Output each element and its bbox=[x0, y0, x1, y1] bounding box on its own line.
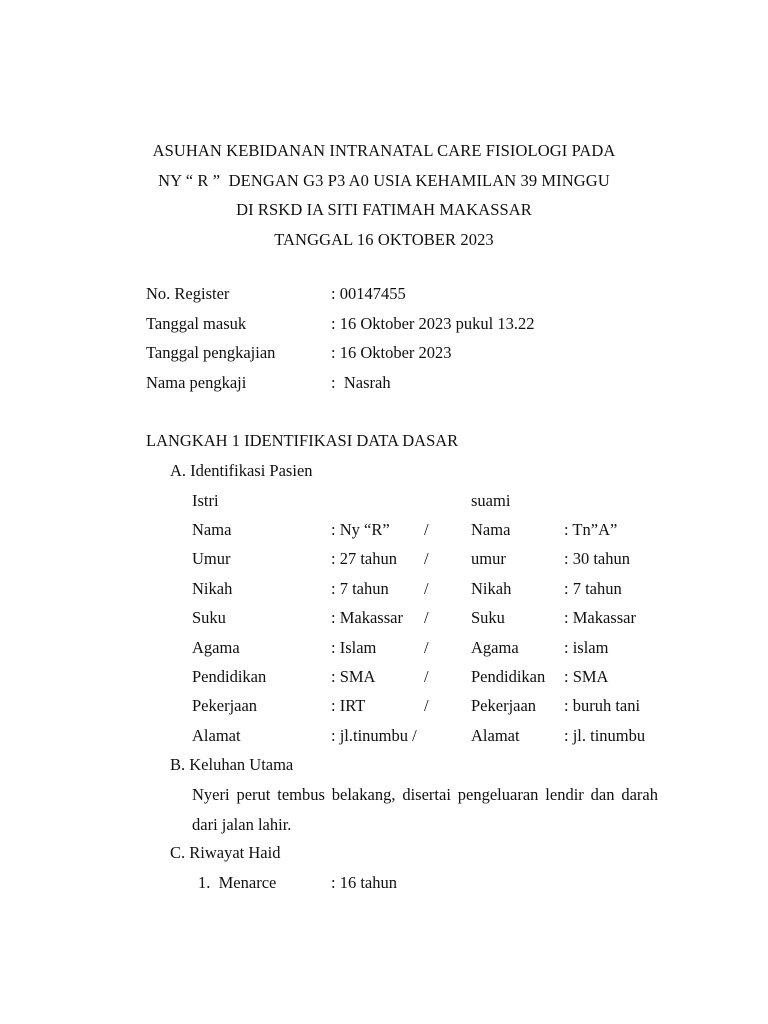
row-separator: / bbox=[424, 696, 429, 716]
suami-field-value: : buruh tani bbox=[564, 696, 641, 716]
suami-field-value: : islam bbox=[564, 637, 609, 657]
suami-field-label: umur bbox=[471, 549, 506, 569]
step-heading: LANGKAH 1 IDENTIFIKASI DATA DASAR bbox=[146, 431, 459, 450]
istri-field-value: : 7 tahun bbox=[331, 578, 389, 598]
suami-field-value: : 7 tahun bbox=[564, 578, 622, 598]
document-title bbox=[0, 136, 768, 254]
suami-field-label: Suku bbox=[471, 608, 505, 628]
title-line-2: NY “ R ” DENGAN G3 P3 A0 USIA KEHAMILAN 39 MINGGU bbox=[158, 170, 610, 190]
menarce-label: 1. Menarce bbox=[198, 873, 277, 892]
istri-field-value: : Makassar bbox=[331, 608, 403, 628]
row-separator: / bbox=[424, 637, 429, 657]
row-separator: / bbox=[424, 578, 429, 598]
menarce-value: : 16 tahun bbox=[331, 873, 397, 892]
suami-field-value: : 30 tahun bbox=[564, 549, 630, 569]
istri-field-label: Pekerjaan bbox=[192, 696, 258, 716]
row-separator: / bbox=[424, 520, 429, 539]
suami-field-label: Nama bbox=[471, 520, 511, 539]
col-suami-header: suami bbox=[471, 491, 511, 510]
row-separator: / bbox=[424, 667, 429, 686]
tanggal-masuk-value: : 16 Oktober 2023 pukul 13.22 bbox=[331, 314, 535, 333]
register-value: : 00147455 bbox=[331, 284, 406, 303]
keluhan-utama-text: Nyeri perut tembus belakang, disertai pengeluaran lendir dan darah dari jalan lahir. bbox=[192, 785, 658, 834]
istri-field-value: : IRT bbox=[331, 696, 366, 716]
istri-field-label: Nikah bbox=[192, 578, 233, 598]
suami-field-value: : jl. tinumbu bbox=[564, 725, 646, 745]
title-line-1: ASUHAN KEBIDANAN INTRANATAL CARE FISIOLOGI PADA bbox=[152, 141, 616, 160]
tanggal-masuk-label: Tanggal masuk bbox=[146, 314, 247, 333]
row-separator: / bbox=[424, 549, 429, 569]
istri-field-label: Pendidikan bbox=[192, 667, 267, 686]
istri-field-label: Agama bbox=[192, 637, 240, 657]
istri-field-value: : Ny “R” bbox=[331, 520, 390, 539]
suami-field-value: : Makassar bbox=[564, 608, 636, 628]
suami-field-label: Pekerjaan bbox=[471, 696, 537, 716]
section-b-heading: B. Keluhan Utama bbox=[170, 755, 294, 774]
section-a-heading: A. Identifikasi Pasien bbox=[170, 461, 313, 480]
istri-field-value: : 27 tahun bbox=[331, 549, 397, 569]
suami-field-value: : Tn”A” bbox=[564, 520, 618, 539]
col-istri-header: Istri bbox=[192, 491, 219, 510]
suami-field-label: Agama bbox=[471, 637, 519, 657]
section-c-heading: C. Riwayat Haid bbox=[170, 843, 281, 862]
istri-field-label: Umur bbox=[192, 549, 231, 569]
suami-field-label: Nikah bbox=[471, 578, 512, 598]
istri-field-label: Nama bbox=[192, 520, 232, 539]
istri-field-label: Alamat bbox=[192, 725, 241, 745]
nama-pengkaji-value: : Nasrah bbox=[331, 373, 391, 392]
istri-field-value: : jl.tinumbu / bbox=[331, 725, 417, 745]
istri-field-label: Suku bbox=[192, 608, 226, 628]
register-label: No. Register bbox=[146, 284, 230, 303]
tanggal-pengkajian-label: Tanggal pengkajian bbox=[146, 343, 276, 362]
istri-field-value: : Islam bbox=[331, 637, 377, 657]
nama-pengkaji-label: Nama pengkaji bbox=[146, 373, 247, 392]
row-separator: / bbox=[424, 608, 429, 628]
title-line-3: DI RSKD IA SITI FATIMAH MAKASSAR bbox=[236, 200, 532, 220]
suami-field-label: Pendidikan bbox=[471, 667, 546, 686]
suami-field-label: Alamat bbox=[471, 725, 520, 745]
tanggal-pengkajian-value: : 16 Oktober 2023 bbox=[331, 343, 452, 362]
suami-field-value: : SMA bbox=[564, 667, 609, 686]
istri-field-value: : SMA bbox=[331, 667, 376, 686]
title-line-4: TANGGAL 16 OKTOBER 2023 bbox=[274, 229, 494, 249]
